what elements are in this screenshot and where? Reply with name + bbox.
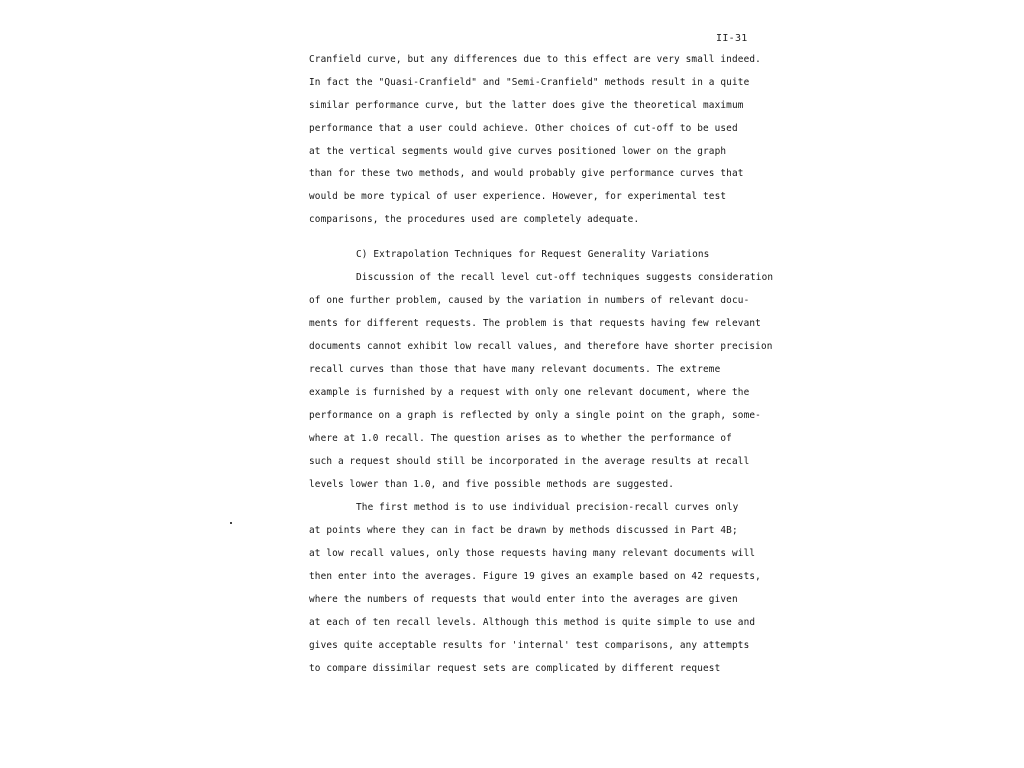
text-line: such a request should still be incorporated in the average results at recall — [309, 456, 750, 467]
text-line: The first method is to use individual precision-recall curves only — [356, 502, 739, 513]
text-line: at points where they can in fact be drawn by methods discussed in Part 4B; — [309, 525, 738, 536]
text-line: similar performance curve, but the latter does give the theoretical maximum — [309, 100, 744, 111]
text-line: performance on a graph is reflected by only a single point on the graph, some- — [309, 410, 761, 421]
text-line: would be more typical of user experience. However, for experimental test — [309, 191, 727, 202]
text-line: to compare dissimilar request sets are complicated by different request — [309, 663, 721, 674]
text-line: gives quite acceptable results for 'internal' test comparisons, any attempts — [309, 640, 750, 651]
text-line: example is furnished by a request with only one relevant document, where the — [309, 387, 750, 398]
text-line: at low recall values, only those requests having many relevant documents will — [309, 548, 756, 559]
text-line: then enter into the averages. Figure 19 gives an example based on 42 requests, — [309, 571, 761, 582]
text-line: performance that a user could achieve. Other choices of cut-off to be used — [309, 123, 738, 134]
text-line: Cranfield curve, but any differences due to this effect are very small indeed. — [309, 54, 761, 65]
text-line: documents cannot exhibit low recall values, and therefore have shorter precision — [309, 341, 773, 352]
text-line: where the numbers of requests that would enter into the averages are given — [309, 594, 738, 605]
text-line: than for these two methods, and would probably give performance curves that — [309, 168, 744, 179]
text-line: ments for different requests. The problem is that requests having few relevant — [309, 318, 761, 329]
text-line: of one further problem, caused by the variation in numbers of relevant docu- — [309, 295, 750, 306]
text-line: recall curves than those that have many relevant documents. The extreme — [309, 364, 721, 375]
page-number: II-31 — [716, 33, 748, 44]
text-line: comparisons, the procedures used are completely adequate. — [309, 214, 640, 225]
scan-speck — [230, 522, 232, 524]
text-line: In fact the "Quasi-Cranfield" and "Semi-Cranfield" methods result in a quite — [309, 77, 750, 88]
text-line: at each of ten recall levels. Although this method is quite simple to use and — [309, 617, 756, 628]
text-line: Discussion of the recall level cut-off techniques suggests consideration — [356, 272, 774, 283]
text-line: levels lower than 1.0, and five possible methods are suggested. — [309, 479, 675, 490]
text-line: at the vertical segments would give curves positioned lower on the graph — [309, 146, 727, 157]
section-heading: C) Extrapolation Techniques for Request Generality Variations — [356, 249, 710, 260]
text-line: where at 1.0 recall. The question arises as to whether the performance of — [309, 433, 732, 444]
